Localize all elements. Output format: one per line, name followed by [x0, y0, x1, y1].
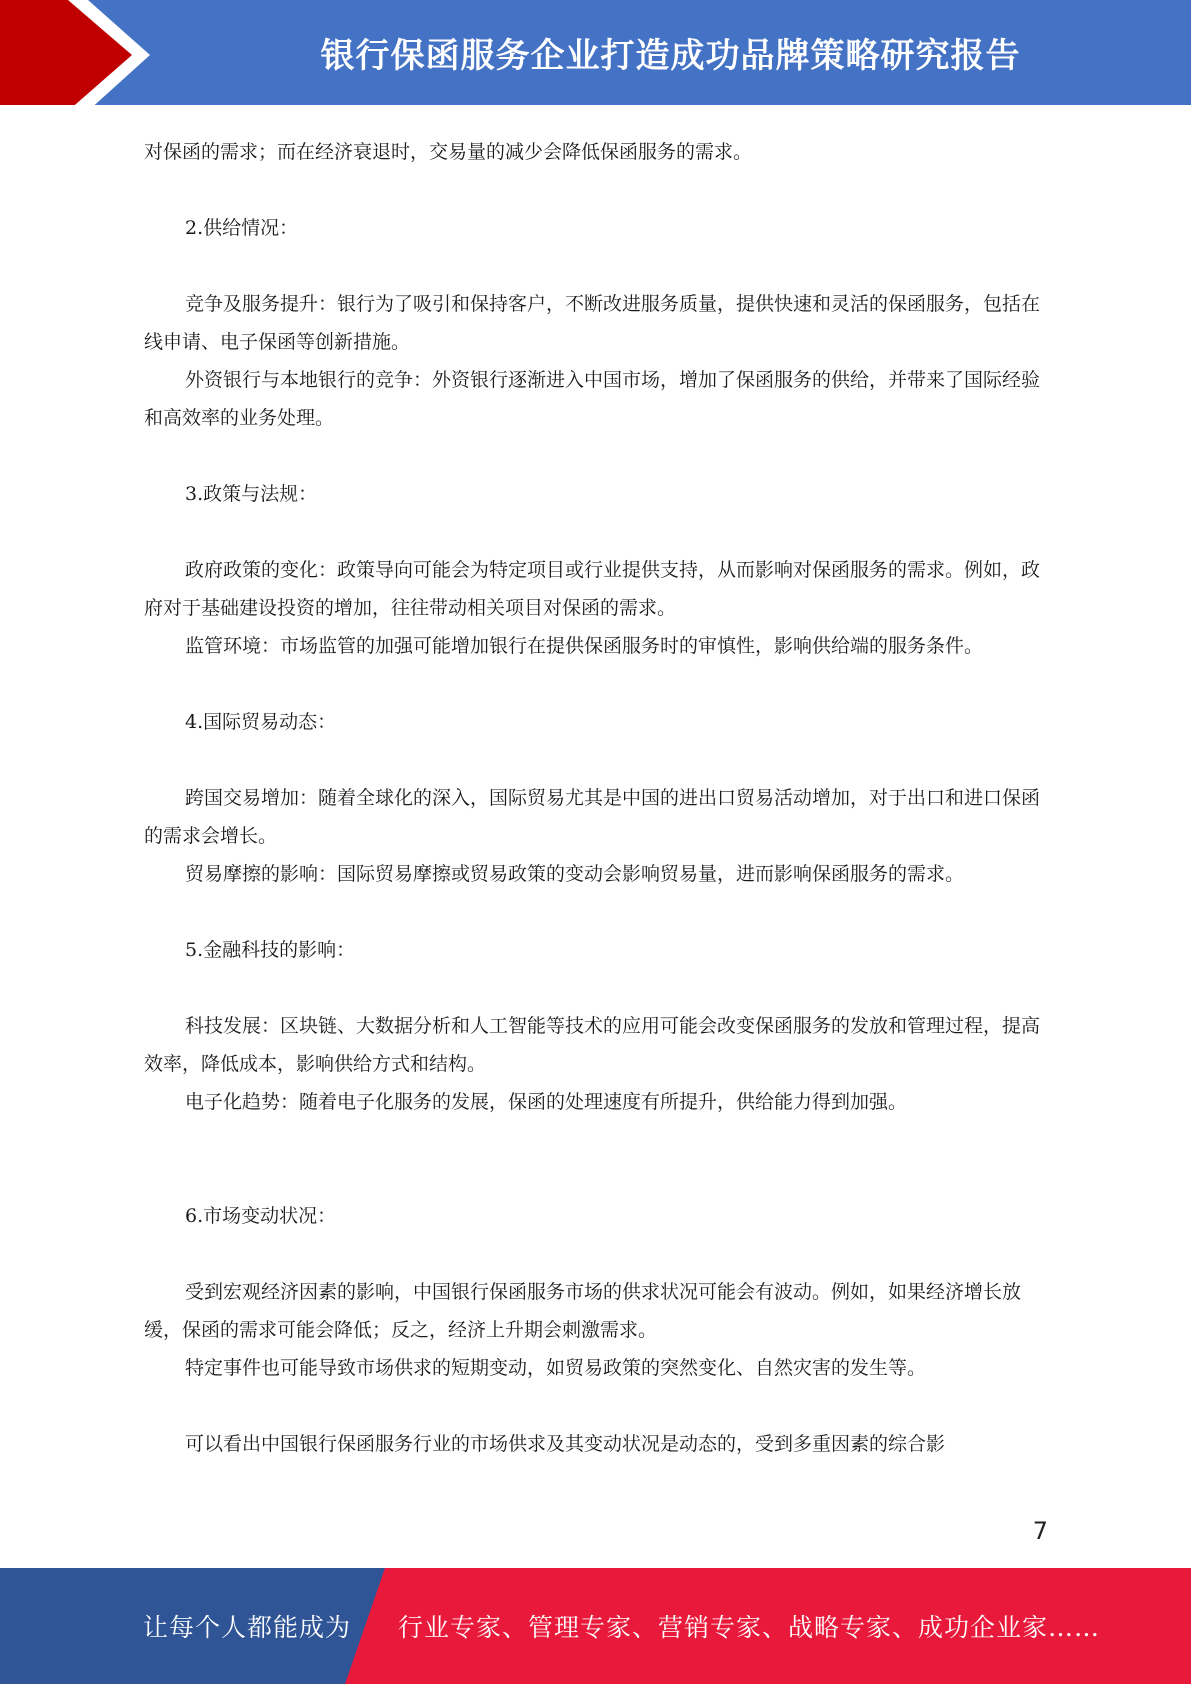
- page-header: [0, 0, 1191, 111]
- document-body: [144, 133, 1047, 1463]
- paragraph-cross-border: 跨国交易增加：随着全球化的深入，国际贸易尤其是中国的进出口贸易活动增加，对于出口和进口保函的需求会增长。: [144, 787, 1041, 847]
- paragraph-foreign-banks: 外资银行与本地银行的竞争：外资银行逐渐进入中国市场，增加了保函服务的供给，并带来了国际经验和高效率的业务处理。: [144, 369, 1041, 429]
- footer-slogan-left: 让每个人都能成为: [143, 1613, 352, 1642]
- paragraph-summary: 可以看出中国银行保函服务行业的市场供求及其变动状况是动态的，受到多重因素的综合影: [185, 1433, 946, 1455]
- section-heading-supply: 2.供给情况：: [185, 217, 299, 239]
- paragraph-events: 特定事件也可能导致市场供求的短期变动，如贸易政策的突然变化、自然灾害的发生等。: [185, 1357, 927, 1379]
- section-heading-market-change: 6.市场变动状况：: [185, 1205, 337, 1227]
- page-number: 7: [1032, 1517, 1048, 1545]
- header-title: 银行保函服务企业打造成功品牌策略研究报告: [320, 36, 1021, 76]
- paragraph-macro: 受到宏观经济因素的影响，中国银行保函服务市场的供求状况可能会有波动。例如，如果经济增长放缓，保函的需求可能会降低；反之，经济上升期会刺激需求。: [144, 1281, 1022, 1341]
- paragraph-continuation: 对保函的需求；而在经济衰退时，交易量的减少会降低保函服务的需求。: [144, 141, 753, 163]
- header-bottom-line: [0, 105, 1191, 111]
- paragraph-tech-development: 科技发展：区块链、大数据分析和人工智能等技术的应用可能会改变保函服务的发放和管理过程，提高效率，降低成本，影响供给方式和结构。: [144, 1015, 1041, 1075]
- paragraph-digitalization: 电子化趋势：随着电子化服务的发展，保函的处理速度有所提升，供给能力得到加强。: [185, 1091, 908, 1113]
- paragraph-policy-change: 政府政策的变化：政策导向可能会为特定项目或行业提供支持，从而影响对保函服务的需求。例如，政府对于基础建设投资的增加，往往带动相关项目对保函的需求。: [144, 559, 1041, 619]
- footer-slogan-right: 行业专家、管理专家、营销专家、战略专家、成功企业家……: [398, 1613, 1101, 1642]
- section-heading-trade: 4.国际贸易动态：: [185, 711, 337, 733]
- section-heading-fintech: 5.金融科技的影响：: [185, 939, 356, 961]
- paragraph-competition: 竞争及服务提升：银行为了吸引和保持客户，不断改进服务质量，提供快速和灵活的保函服务，包括在线申请、电子保函等创新措施。: [144, 293, 1041, 353]
- page-footer: [0, 1568, 1191, 1684]
- paragraph-regulation: 监管环境：市场监管的加强可能增加银行在提供保函服务时的审慎性，影响供给端的服务条件。: [185, 635, 984, 657]
- paragraph-trade-friction: 贸易摩擦的影响：国际贸易摩擦或贸易政策的变动会影响贸易量，进而影响保函服务的需求。: [185, 863, 965, 885]
- section-heading-policy: 3.政策与法规：: [185, 483, 318, 505]
